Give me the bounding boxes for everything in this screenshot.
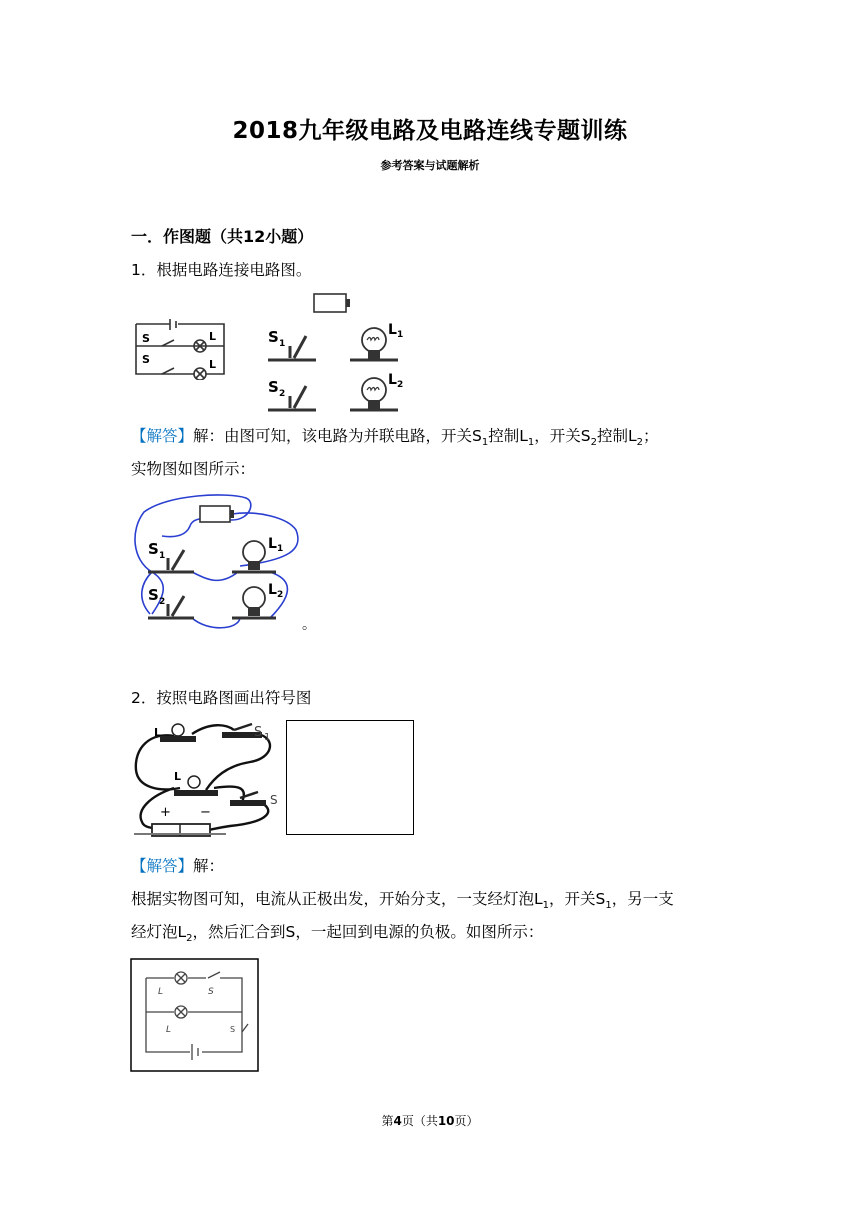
svg-text:2: 2: [159, 597, 166, 607]
svg-text:1: 1: [397, 330, 404, 340]
q2-ans-l1-label: L: [158, 987, 164, 997]
question-1-prompt: 1．根据电路连接电路图。: [131, 261, 312, 279]
q2-blank-drawing-box: [286, 720, 414, 835]
svg-text:2: 2: [279, 389, 286, 399]
q1-answer-line-2: 实物图如图所示：: [131, 460, 256, 478]
q1-schem-s2-label: S: [142, 353, 150, 366]
q1-comp-l1-label: L: [388, 322, 397, 338]
svg-text:1: 1: [277, 544, 284, 554]
q1-trailing-mark: 。: [302, 617, 316, 633]
bulb-l1-icon: [160, 724, 196, 742]
q1-comp-s1-label: S: [268, 328, 279, 346]
question-2-prompt: 2．按照电路图画出符号图: [131, 689, 312, 707]
battery-icon: [200, 506, 230, 522]
q1-ans-l1-label: L: [268, 536, 277, 552]
q2-answer-head: 【解答】解：: [131, 857, 225, 875]
svg-text:1: 1: [264, 732, 271, 743]
q2-l1-label: L: [154, 726, 162, 739]
q1-schem-l1-label: L: [209, 330, 217, 343]
q2-answer-schematic: [130, 958, 260, 1072]
q2-physical-diagram: [130, 718, 280, 838]
q2-l2-label: L: [174, 770, 182, 783]
q1-ans-s2-label: S: [148, 586, 159, 604]
svg-text:2: 2: [277, 590, 284, 600]
q2-ans-s-label: S: [230, 1025, 236, 1034]
q2-plus-label: +: [160, 805, 171, 820]
q1-comp-l2-label: L: [388, 372, 397, 388]
q1-schematic-diagram: [132, 318, 228, 380]
switch-s-icon: [230, 792, 266, 806]
q1-ans-s1-label: S: [148, 540, 159, 558]
q1-answer-line-1: 【解答】解：由图可知，该电路为并联电路，开关$S_1$控制$L_1$，开关$S_2$控制$L_2$；: [131, 427, 659, 449]
q1-comp-s2-label: S: [268, 378, 279, 396]
q1-ans-l2-label: L: [268, 582, 277, 598]
svg-text:1: 1: [159, 551, 166, 561]
answer-tag: 【解答】: [131, 427, 194, 445]
q2-s-label: S: [270, 793, 278, 807]
q1-answer-wiring-diagram: [128, 490, 312, 636]
page-subtitle: 参考答案与试题解析: [380, 159, 480, 172]
q2-ans-l2-label: L: [166, 1025, 172, 1035]
page-footer: 第4页（共10页）: [381, 1114, 479, 1128]
svg-text:2: 2: [397, 380, 404, 390]
q2-answer-line-2: 经灯泡$L_2$，然后汇合到S，一起回到电源的负极。如图所示：: [131, 923, 544, 945]
section-heading: 一．作图题（共12小题）: [131, 227, 314, 246]
q2-minus-label: −: [200, 805, 211, 820]
page-title: 2018九年级电路及电路连线专题训练: [232, 118, 628, 144]
answer-tag: 【解答】: [131, 857, 194, 875]
svg-text:1: 1: [279, 339, 286, 349]
q2-s1-label: S: [254, 725, 263, 740]
q2-answer-line-1: 根据实物图可知，电流从正极出发，开始分支，一支经灯泡$L_1$，开关$S_1$，另一支: [131, 890, 674, 912]
battery-icon: [314, 294, 346, 312]
q2-ans-s1-label: S: [208, 987, 214, 997]
q1-schem-s1-label: S: [142, 332, 150, 345]
q1-components-diagram: [262, 292, 412, 414]
q1-schem-l2-label: L: [209, 358, 217, 371]
